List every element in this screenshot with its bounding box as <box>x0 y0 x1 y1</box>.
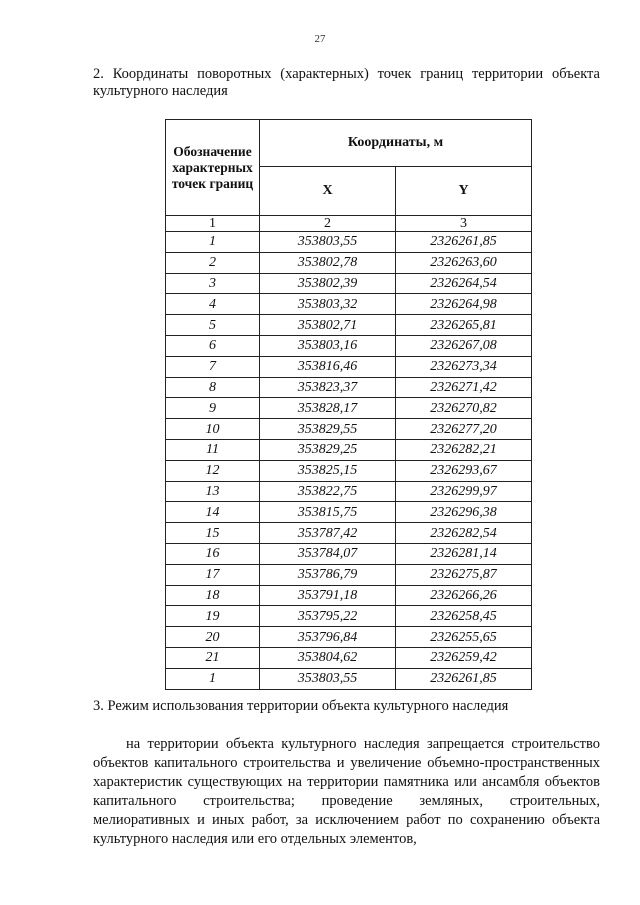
point-cell: 5 <box>166 315 260 336</box>
table-row <box>166 585 532 606</box>
point-cell: 13 <box>166 481 260 502</box>
table-row <box>166 439 532 460</box>
table-row <box>166 294 532 315</box>
paragraph-text: на территории объекта культурного наследия запрещается строительство объектов капитального строительства и увеличение объемно-пространственных характеристик существующих на территории памятника или ансамбля объектов капитального строительства; проведение земляных, строительных, мелиоративных и иных работ, за исключением работ по сохранению объекта культурного наследия или его отдельных элементов, <box>93 736 600 847</box>
point-cell: 9 <box>166 398 260 419</box>
x-cell: 353829,25 <box>260 439 396 460</box>
x-cell: 353804,62 <box>260 647 396 668</box>
page-number: 27 <box>314 33 326 45</box>
header-x: X <box>260 167 396 216</box>
y-cell: 2326261,85 <box>396 232 532 253</box>
x-cell: 353784,07 <box>260 543 396 564</box>
point-cell: 1 <box>166 668 260 689</box>
table-row <box>166 481 532 502</box>
x-cell: 353825,15 <box>260 460 396 481</box>
y-cell: 2326264,54 <box>396 273 532 294</box>
header-y: Y <box>396 167 532 216</box>
y-cell: 2326259,42 <box>396 647 532 668</box>
y-cell: 2326265,81 <box>396 315 532 336</box>
x-cell: 353815,75 <box>260 502 396 523</box>
column-number: 2 <box>260 216 396 232</box>
column-number-row <box>166 216 532 232</box>
x-cell: 353823,37 <box>260 377 396 398</box>
y-cell: 2326266,26 <box>396 585 532 606</box>
y-cell: 2326261,85 <box>396 668 532 689</box>
x-cell: 353803,55 <box>260 668 396 689</box>
y-cell: 2326293,67 <box>396 460 532 481</box>
table-row <box>166 356 532 377</box>
y-cell: 2326264,98 <box>396 294 532 315</box>
y-cell: 2326263,60 <box>396 252 532 273</box>
point-cell: 16 <box>166 543 260 564</box>
section-2-heading: 2. Координаты поворотных (характерных) точек границ территории объекта культурного наследия <box>93 66 600 99</box>
x-cell: 353802,71 <box>260 315 396 336</box>
y-cell: 2326282,54 <box>396 523 532 544</box>
point-cell: 1 <box>166 232 260 253</box>
x-cell: 353803,55 <box>260 232 396 253</box>
section-3-paragraph <box>93 735 600 849</box>
y-cell: 2326271,42 <box>396 377 532 398</box>
x-cell: 353787,42 <box>260 523 396 544</box>
y-cell: 2326299,97 <box>396 481 532 502</box>
point-cell: 10 <box>166 419 260 440</box>
table-row <box>166 606 532 627</box>
table-row <box>166 315 532 336</box>
x-cell: 353829,55 <box>260 419 396 440</box>
table-row <box>166 564 532 585</box>
point-cell: 8 <box>166 377 260 398</box>
y-cell: 2326282,21 <box>396 439 532 460</box>
y-cell: 2326281,14 <box>396 543 532 564</box>
x-cell: 353786,79 <box>260 564 396 585</box>
x-cell: 353803,32 <box>260 294 396 315</box>
x-cell: 353803,16 <box>260 335 396 356</box>
header-coordinates: Координаты, м <box>260 120 532 167</box>
table-row <box>166 523 532 544</box>
table-row <box>166 419 532 440</box>
point-cell: 17 <box>166 564 260 585</box>
column-number: 3 <box>396 216 532 232</box>
point-cell: 7 <box>166 356 260 377</box>
y-cell: 2326277,20 <box>396 419 532 440</box>
table-row <box>166 232 532 253</box>
point-cell: 11 <box>166 439 260 460</box>
x-cell: 353796,84 <box>260 627 396 648</box>
table-row <box>166 273 532 294</box>
y-cell: 2326270,82 <box>396 398 532 419</box>
table-row <box>166 647 532 668</box>
point-cell: 15 <box>166 523 260 544</box>
table-row <box>166 502 532 523</box>
point-cell: 21 <box>166 647 260 668</box>
column-number: 1 <box>166 216 260 232</box>
table-row <box>166 627 532 648</box>
point-cell: 19 <box>166 606 260 627</box>
point-cell: 2 <box>166 252 260 273</box>
y-cell: 2326275,87 <box>396 564 532 585</box>
table-row <box>166 460 532 481</box>
y-cell: 2326267,08 <box>396 335 532 356</box>
x-cell: 353802,78 <box>260 252 396 273</box>
table-row <box>166 335 532 356</box>
table-row <box>166 377 532 398</box>
x-cell: 353822,75 <box>260 481 396 502</box>
point-cell: 4 <box>166 294 260 315</box>
y-cell: 2326296,38 <box>396 502 532 523</box>
y-cell: 2326255,65 <box>396 627 532 648</box>
coordinates-table <box>165 119 532 690</box>
table-row <box>166 252 532 273</box>
y-cell: 2326258,45 <box>396 606 532 627</box>
x-cell: 353791,18 <box>260 585 396 606</box>
point-cell: 20 <box>166 627 260 648</box>
section-3-heading: 3. Режим использования территории объекта культурного наследия <box>93 698 509 714</box>
x-cell: 353816,46 <box>260 356 396 377</box>
point-cell: 14 <box>166 502 260 523</box>
table-row <box>166 398 532 419</box>
x-cell: 353795,22 <box>260 606 396 627</box>
point-cell: 18 <box>166 585 260 606</box>
point-cell: 6 <box>166 335 260 356</box>
point-cell: 12 <box>166 460 260 481</box>
point-cell: 3 <box>166 273 260 294</box>
x-cell: 353802,39 <box>260 273 396 294</box>
table-row <box>166 668 532 689</box>
header-point-designation: Обозначение характерных точек границ <box>166 120 260 216</box>
y-cell: 2326273,34 <box>396 356 532 377</box>
table-row <box>166 543 532 564</box>
x-cell: 353828,17 <box>260 398 396 419</box>
